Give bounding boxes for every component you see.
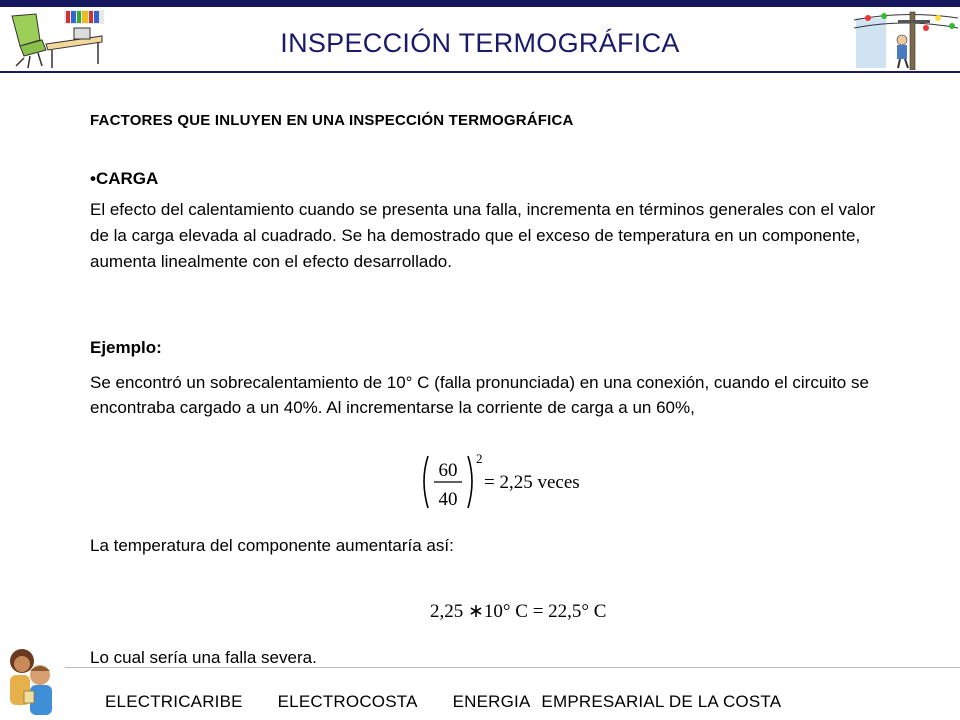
formula-temperature [430, 597, 620, 625]
formula-result: = 2,25 veces [484, 472, 580, 493]
formula-numerator: 60 [438, 460, 458, 481]
footer-electricaribe: ELECTRICARIBE [105, 692, 243, 711]
footer-energia: ENERGIA [452, 692, 531, 711]
footer-empresarial: EMPRESARIAL DE LA COSTA [541, 692, 782, 711]
paragraph-effect: El efecto del calentamiento cuando se presenta una falla, incrementa en términos generales con el valor de la carga elevada al cuadrado. Se ha demostrado que el exceso de temperatura en un componente, aumenta linealmente con el efecto desarrollado. [90, 200, 876, 271]
formula-denominator: 40 [438, 489, 458, 510]
section-heading: FACTORES QUE INLUYEN EN UNA INSPECCIÓN TERMOGRÁFICA [90, 112, 574, 129]
formula-exponent: 2 [476, 451, 483, 466]
formula-temperature-text: 2,25 ∗10° C = 22,5° C [430, 601, 607, 622]
paragraph-example: Se encontró un sobrecalentamiento de 10° C (falla pronunciada) en una conexión, cuando el circuito se encontraba cargado a un 40%. Al incrementarse la corriente de carga a un 60%, [90, 373, 869, 417]
bullet-carga: •CARGA [90, 169, 159, 188]
footer-electrocosta: ELECTROCOSTA [277, 692, 418, 711]
example-heading: Ejemplo: [90, 338, 162, 357]
children-clipart [0, 645, 60, 720]
slide-title: INSPECCIÓN TERMOGRÁFICA [280, 28, 680, 58]
footer-divider [65, 667, 960, 668]
header-divider [0, 71, 960, 73]
paragraph-conclusion: Lo cual sería una falla severa. [90, 648, 317, 667]
footer-companies [105, 692, 781, 712]
paragraph-temperature: La temperatura del componente aumentaría así: [90, 536, 454, 555]
formula-ratio [418, 450, 608, 512]
top-bar [0, 0, 960, 7]
